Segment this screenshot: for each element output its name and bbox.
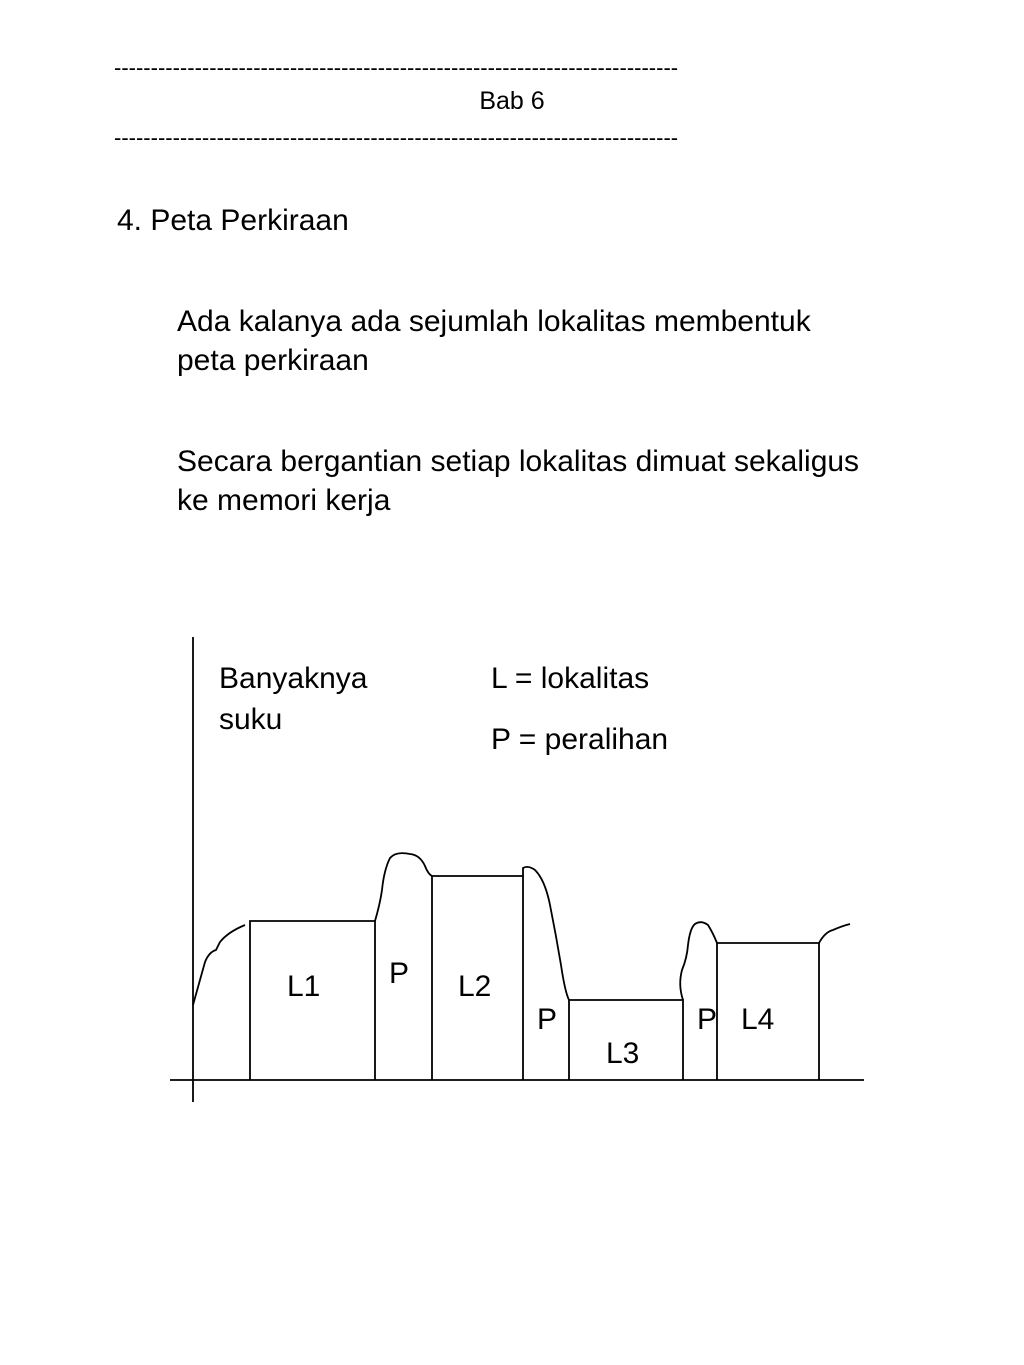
paragraph-2-line-2: ke memori kerja [177, 484, 391, 517]
paragraph-2-line-1: Secara bergantian setiap lokalitas dimuat sekaligus [177, 445, 860, 478]
label-l2: L2 [458, 970, 492, 1003]
label-l4: L4 [741, 1003, 775, 1036]
legend-locality: L = lokalitas [491, 662, 650, 695]
y-axis-label-line-2: suku [219, 703, 283, 736]
transition-curve-2 [523, 867, 569, 1000]
section-heading: 4. Peta Perkiraan [117, 204, 349, 237]
label-p1: P [389, 957, 410, 990]
paragraph-1-line-2: peta perkiraan [177, 344, 369, 377]
chapter-title: Bab 6 [479, 87, 545, 115]
transition-curve-3 [680, 922, 717, 1000]
y-axis-label-line-1: Banyaknya [219, 662, 368, 695]
label-p2: P [537, 1003, 558, 1036]
top-dashed-rule: ----------------------------------------------------------------------------- [114, 56, 679, 80]
label-l3: L3 [606, 1037, 640, 1070]
start-curve [193, 925, 245, 1005]
end-curve [819, 924, 850, 943]
bottom-dashed-rule: ----------------------------------------------------------------------------- [114, 126, 679, 150]
transition-curve-1 [375, 853, 432, 921]
paragraph-1-line-1: Ada kalanya ada sejumlah lokalitas membentuk [177, 305, 811, 338]
legend-transition: P = peralihan [491, 723, 669, 756]
label-l1: L1 [287, 970, 321, 1003]
label-p3: P [697, 1003, 718, 1036]
